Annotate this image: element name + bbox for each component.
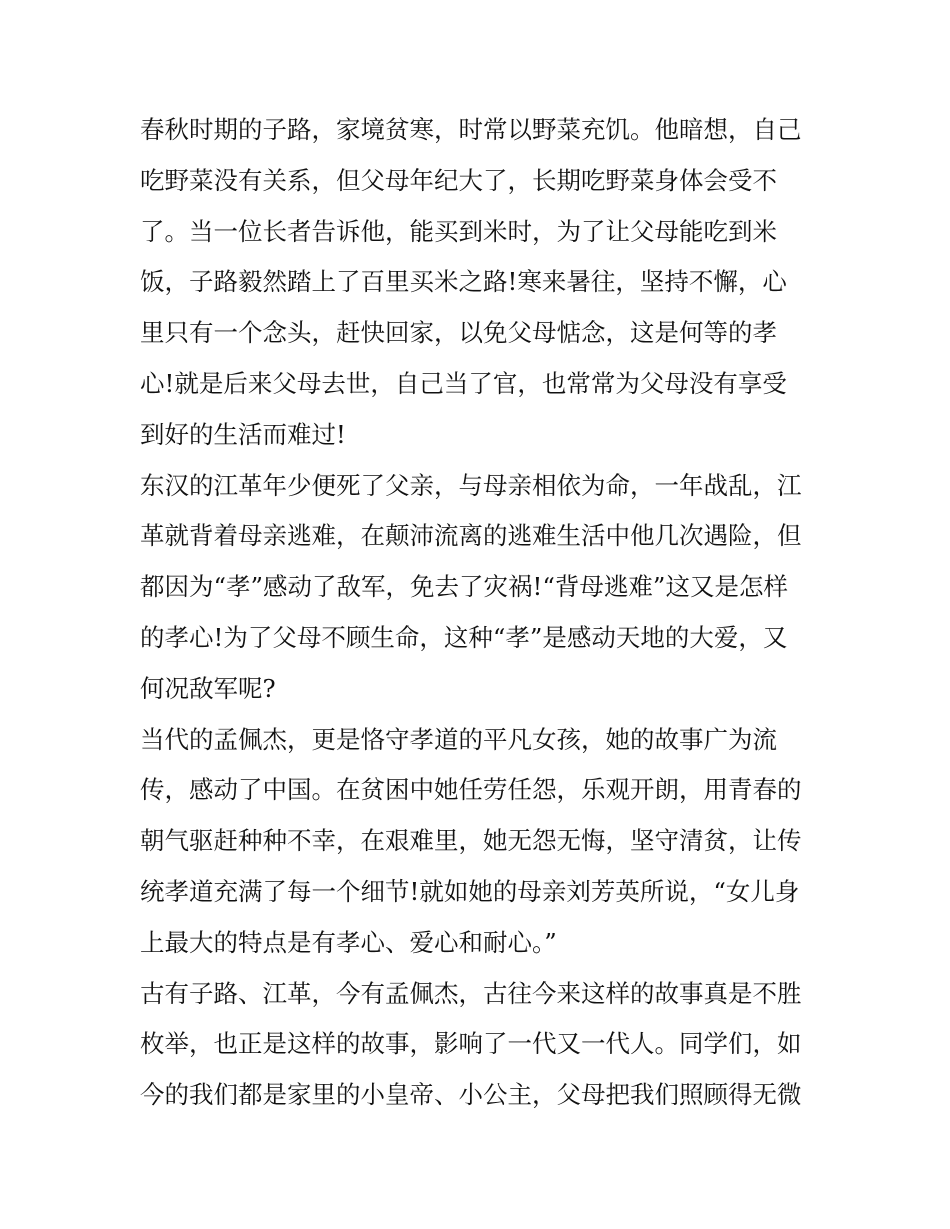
text-line: 朝气驱赶种种不幸，在艰难里，她无怨无悔，坚守清贫，让传: [140, 826, 802, 856]
text-line: 今的我们都是家里的小皇帝、小公主，父母把我们照顾得无微: [140, 1080, 802, 1110]
text-line: 到好的生活而难过!: [140, 419, 346, 449]
text-line: 春秋时期的子路，家境贫寒，时常以野菜充饥。他暗想，自己: [140, 115, 802, 144]
text-line: 上最大的特点是有孝心、爱心和耐心。”: [140, 927, 557, 957]
document-body: [140, 105, 815, 1121]
text-line: 心!就是后来父母去世，自己当了官，也常常为父母没有享受: [140, 368, 787, 398]
text-line: 传，感动了中国。在贫困中她任劳任怨，乐观开朗，用青春的: [140, 775, 802, 805]
text-line: 革就背着母亲逃难，在颠沛流离的逃难生活中他几次遇险，但: [140, 521, 802, 551]
text-line: 的孝心!为了父母不顾生命，这种“孝”是感动天地的大爱，又: [140, 622, 788, 652]
text-line: 里只有一个念头，赶快回家，以免父母惦念，这是何等的孝: [140, 318, 777, 348]
text-line: 古有子路、江革，今有孟佩杰，古往今来这样的故事真是不胜: [140, 978, 802, 1008]
text-line: 都因为“孝”感动了敌军，免去了灾祸!“背母逃难”这又是怎样: [140, 572, 788, 602]
text-line: 何况敌军呢?: [140, 673, 276, 703]
text-line: 了。当一位长者告诉他，能买到米时，为了让父母能吃到米: [140, 216, 777, 246]
text-line: 当代的孟佩杰，更是恪守孝道的平凡女孩，她的故事广为流: [140, 724, 777, 754]
text-line: 东汉的江革年少便死了父亲，与母亲相依为命，一年战乱，江: [140, 470, 802, 500]
text-line: 吃野菜没有关系，但父母年纪大了，长期吃野菜身体会受不: [140, 165, 777, 195]
text-line: 统孝道充满了每一个细节!就如她的母亲刘芳英所说，“女儿身: [140, 876, 800, 906]
text-line: 饭，子路毅然踏上了百里买米之路!寒来暑往，坚持不懈，心: [140, 267, 787, 297]
text-line: 枚举，也正是这样的故事，影响了一代又一代人。同学们，如: [140, 1029, 802, 1059]
